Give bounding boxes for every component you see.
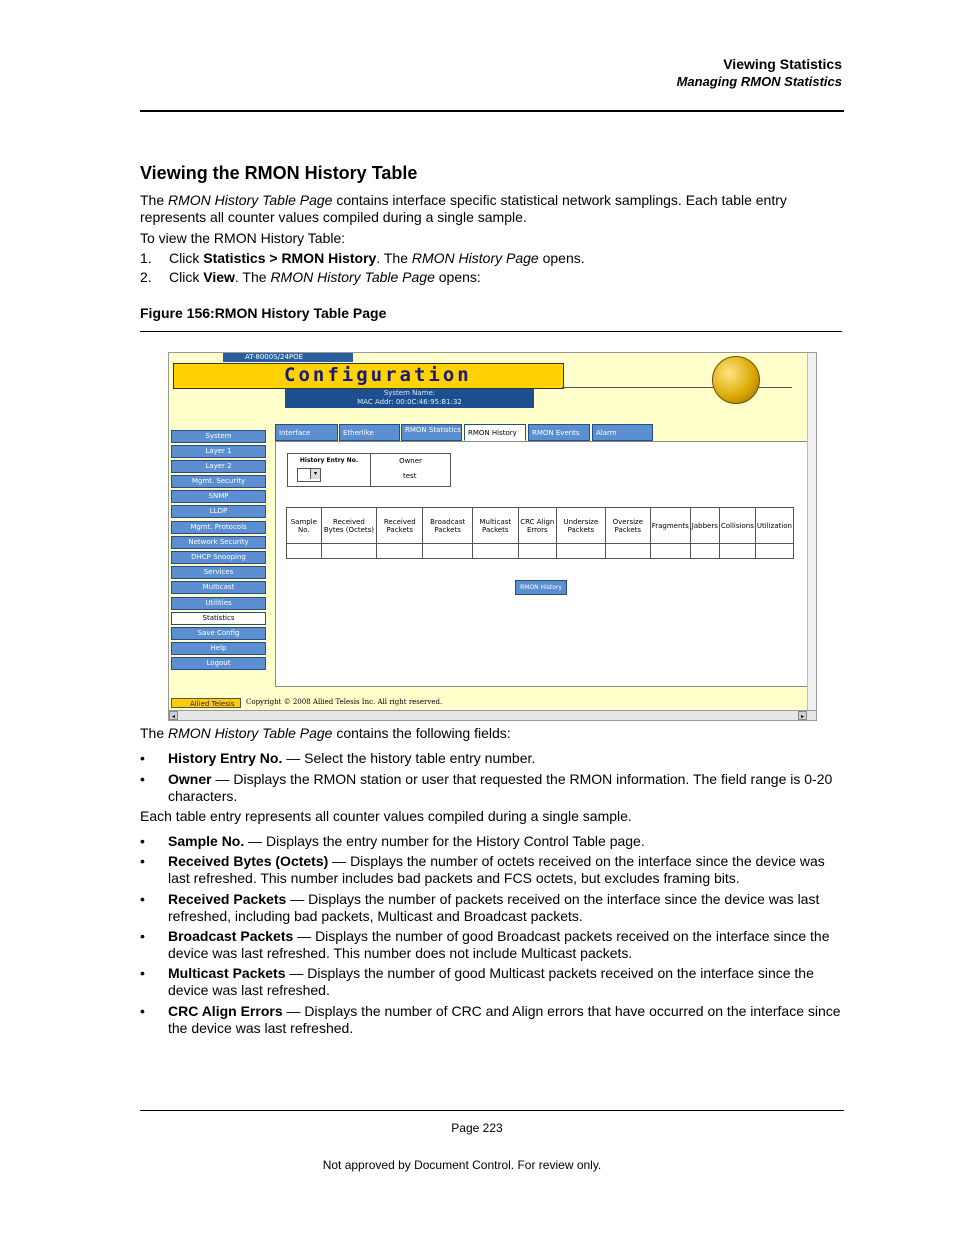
- sidebar-item-dhcp-snooping[interactable]: DHCP Snooping: [171, 551, 266, 564]
- bullet-icon: •: [140, 1003, 145, 1019]
- globe-logo-icon: [712, 356, 760, 404]
- rmon-history-button[interactable]: RMON History: [515, 580, 567, 595]
- copyright-text: Copyright © 2008 Allied Telesis Inc. All right reserved.: [246, 698, 443, 706]
- sidebar-item-lldp[interactable]: LLDP: [171, 505, 266, 518]
- header-rule: [140, 110, 844, 112]
- scroll-left-icon[interactable]: ◂: [169, 711, 178, 720]
- column-header: Sample No.: [287, 508, 322, 544]
- field-received-packets: Received Packets — Displays the number of packets received on the interface since the device was last refreshed, including bad packets, Multicast and Broadcast packets.: [168, 891, 820, 924]
- tab-rmon-statistics[interactable]: RMON Statistics: [401, 424, 462, 441]
- footer-rule: [140, 1110, 844, 1111]
- tab-rmon-events[interactable]: RMON Events: [528, 424, 590, 441]
- field-history-entry: History Entry No. — Select the history table entry number.: [168, 750, 536, 766]
- history-entry-select[interactable]: [297, 468, 321, 482]
- system-info-box: [285, 389, 534, 408]
- column-header: Received Bytes (Octets): [321, 508, 377, 544]
- to-view-text: To view the RMON History Table:: [140, 230, 346, 246]
- sidebar-item-utilities[interactable]: Utilities: [171, 597, 266, 610]
- horizontal-scrollbar[interactable]: [169, 710, 816, 720]
- bullet-icon: •: [140, 771, 145, 787]
- sidebar-item-help[interactable]: Help: [171, 642, 266, 655]
- column-header: Multicast Packets: [472, 508, 518, 544]
- sidebar-item-logout[interactable]: Logout: [171, 657, 266, 670]
- column-header: Oversize Packets: [605, 508, 650, 544]
- column-header: Undersize Packets: [556, 508, 605, 544]
- each-entry-text: Each table entry represents all counter values compiled during a single sample.: [140, 808, 632, 824]
- intro-paragraph: The RMON History Table Page contains interface specific statistical network samplings. Each table entry represents all counter values compiled during a single sample.: [140, 192, 787, 225]
- sidebar-item-services[interactable]: Services: [171, 566, 266, 579]
- history-entry-label: History Entry No.: [288, 454, 371, 487]
- bullet-icon: •: [140, 750, 145, 766]
- system-name-label: System Name:: [383, 389, 436, 397]
- sidebar-item-layer1[interactable]: Layer 1: [171, 445, 266, 458]
- table-row: [287, 544, 794, 559]
- field-multicast-packets: Multicast Packets — Displays the number of good Multicast packets received on the interface since the device was last refreshed.: [168, 965, 814, 998]
- field-sample-no: Sample No. — Displays the entry number for the History Control Table page.: [168, 833, 645, 849]
- sidebar-item-mgmt-protocols[interactable]: Mgmt. Protocols: [171, 521, 266, 534]
- step-1: 1. Click Statistics > RMON History. The RMON History Page opens.: [140, 250, 585, 266]
- field-owner: Owner — Displays the RMON station or user that requested the RMON information. The field range is 0-20 characters.: [168, 771, 833, 804]
- mac-address-label: MAC Addr: 00:0C:46:95:B1:32: [357, 398, 462, 406]
- config-title: Configuration: [284, 364, 472, 386]
- column-header: Broadcast Packets: [423, 508, 472, 544]
- column-header: CRC Align Errors: [518, 508, 556, 544]
- bullet-icon: •: [140, 833, 145, 849]
- column-header: Collisions: [719, 508, 755, 544]
- bullet-icon: •: [140, 853, 145, 869]
- chevron-down-icon: ▾: [310, 469, 320, 479]
- field-received-bytes: Received Bytes (Octets) — Displays the number of octets received on the interface since the device was last refreshed. This number includes bad packets and FCS octets, but excludes framing bits.: [168, 853, 825, 886]
- section-title: Viewing the RMON History Table: [140, 163, 418, 183]
- history-data-table: [286, 507, 794, 559]
- scroll-right-icon[interactable]: ▸: [798, 711, 807, 720]
- figure-rule: [140, 331, 842, 332]
- model-label: AT-8000S/24POE: [223, 353, 353, 362]
- header-title: Viewing Statistics: [723, 56, 842, 72]
- column-header: Jabbers: [690, 508, 719, 544]
- step-2: 2. Click View. The RMON History Table Page opens:: [140, 269, 481, 285]
- review-note: Not approved by Document Control. For review only.: [322, 1158, 602, 1172]
- fields-intro: The RMON History Table Page contains the following fields:: [140, 725, 511, 741]
- header-subtitle: Managing RMON Statistics: [676, 74, 842, 89]
- sidebar-item-save-config[interactable]: Save Config: [171, 627, 266, 640]
- field-broadcast-packets: Broadcast Packets — Displays the number of good Broadcast packets received on the interface since the device was last refreshed. This number does not include Multicast packets.: [168, 928, 830, 961]
- ui-screenshot: [168, 352, 817, 721]
- sidebar-item-multicast[interactable]: Multicast: [171, 581, 266, 594]
- column-header: Fragments: [650, 508, 690, 544]
- bullet-icon: •: [140, 891, 145, 907]
- tab-interface[interactable]: Interface: [275, 424, 338, 441]
- bullet-icon: •: [140, 928, 145, 944]
- sidebar-item-statistics[interactable]: Statistics: [171, 612, 266, 625]
- field-crc-align-errors: CRC Align Errors — Displays the number of CRC and Align errors that have occurred on the interface since the device was last refreshed.: [168, 1003, 841, 1036]
- tab-etherlike[interactable]: Etherlike: [339, 424, 400, 441]
- owner-value: test: [403, 472, 417, 480]
- column-header: Received Packets: [377, 508, 423, 544]
- page-number: Page 223: [451, 1121, 503, 1135]
- bullet-icon: •: [140, 965, 145, 981]
- sidebar-item-network-security[interactable]: Network Security: [171, 536, 266, 549]
- tab-alarm[interactable]: Alarm: [592, 424, 653, 441]
- figure-caption: Figure 156:RMON History Table Page: [140, 305, 387, 321]
- owner-label: Owner: [371, 454, 451, 487]
- tab-rmon-history[interactable]: RMON History: [464, 424, 526, 441]
- sidebar-item-layer2[interactable]: Layer 2: [171, 460, 266, 473]
- allied-telesis-logo: Allied Telesis: [171, 698, 241, 708]
- sidebar-item-system[interactable]: System: [171, 430, 266, 443]
- sidebar-item-snmp[interactable]: SNMP: [171, 490, 266, 503]
- vertical-scrollbar[interactable]: [807, 353, 816, 710]
- sidebar-item-mgmt-security[interactable]: Mgmt. Security: [171, 475, 266, 488]
- column-header: Utilization: [755, 508, 793, 544]
